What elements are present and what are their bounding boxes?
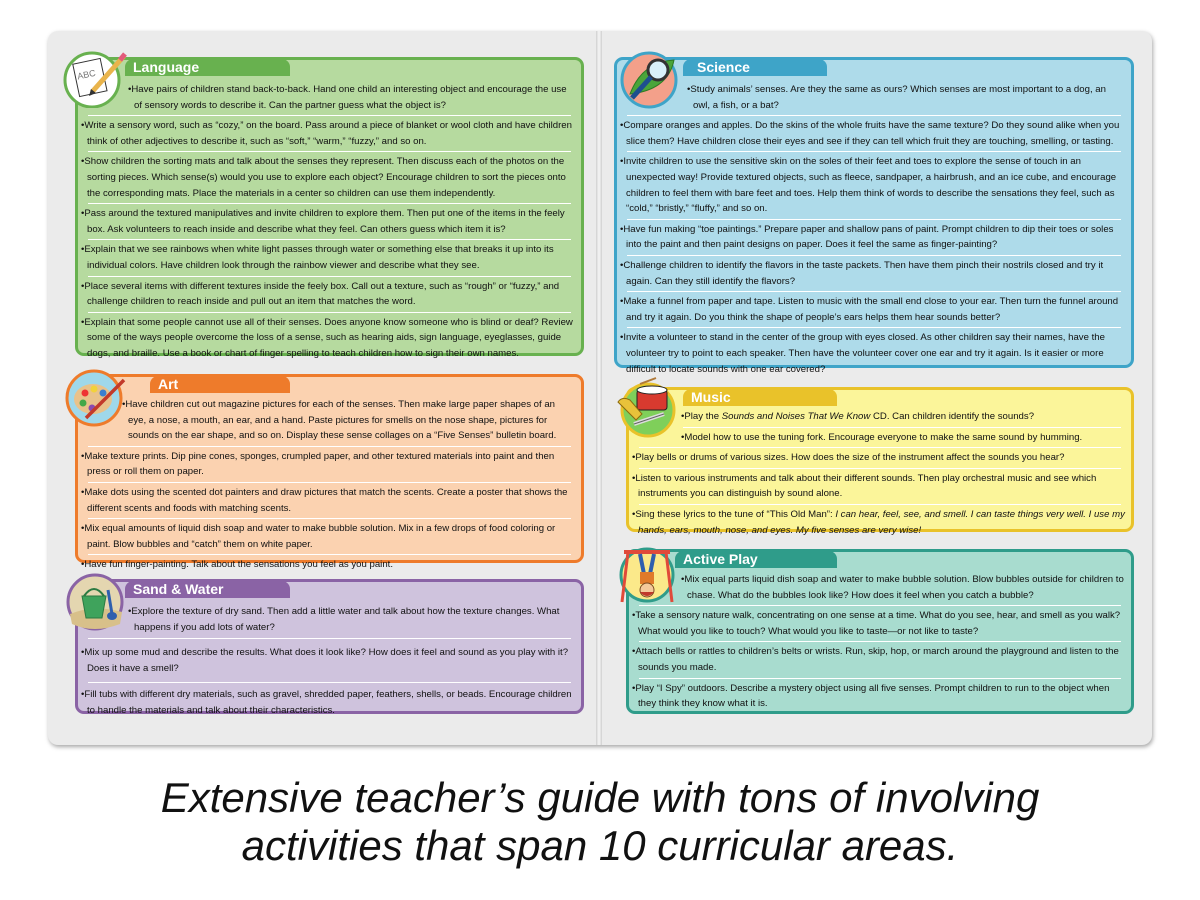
abc-paper-pencil-icon bbox=[62, 48, 132, 108]
active-play-list bbox=[629, 572, 1131, 712]
child-hanging-icon bbox=[614, 540, 682, 608]
language-item-6: • Place several items with different textures inside the feely box. Call out a texture, such as “rough” or “fuzzy,” and challenge children to reach inside and pull out an item that matches the word. bbox=[78, 279, 581, 310]
active-play-item-2: • Take a sensory nature walk, concentrating on one sense at a time. What do you see, hear, and smell as you walk? What would you like to touch? What would you like to taste—or not like to taste? bbox=[629, 608, 1131, 639]
caption-line-2: activities that span 10 curricular areas. bbox=[241, 822, 959, 869]
science-item-5: • Challenge children to identify the flavors in the taste packets. Then have them pinch their nostrils closed and try it again. Can they still identify the flavors? bbox=[617, 258, 1131, 289]
science-panel bbox=[614, 57, 1134, 375]
music-item-5-lyrics: I can hear, feel, see, and smell. I can taste things very well. I use my hands, ears, mouth, nose, and eyes. My five senses are very wise! bbox=[638, 508, 1125, 536]
music-item-1-post: CD. Can children identify the sounds? bbox=[870, 411, 1035, 422]
language-item-4: • Pass around the textured manipulatives and invite children to explore them. Then put one of the items in the feely box. Ask volunteers to reach inside and describe what they feel. Can others guess which item it is? bbox=[78, 206, 581, 237]
caption-line-1: Extensive teacher’s guide with tons of involving bbox=[160, 774, 1040, 821]
music-item-1-title: Sounds and Noises That We Know bbox=[721, 411, 871, 422]
sand-bucket-icon bbox=[64, 568, 130, 634]
art-item-1: • Have children cut out magazine pictures for each of the senses. Then make large paper shapes of an eye, a nose, a mouth, an ear, and a hand. Paste pictures for smells on the nose shape, pictures for sounds on the ear shape, and so on. Display these sense collages on a “Five Senses” bulletin board. bbox=[78, 397, 581, 444]
active-play-title: Active Play bbox=[675, 551, 837, 568]
sand-water-panel bbox=[75, 579, 584, 714]
music-item-3: • Play bells or drums of various sizes. How does the size of the instrument affect the sounds you hear? bbox=[629, 450, 1131, 466]
art-item-3: • Make dots using the scented dot painters and draw pictures that match the scents. Create a poster that shows the different scents and foods with matching scents. bbox=[78, 485, 581, 516]
music-item-5 bbox=[629, 507, 1131, 538]
sand-water-title: Sand & Water bbox=[125, 581, 290, 598]
book-spine bbox=[596, 31, 602, 745]
language-list bbox=[78, 82, 581, 362]
sand-water-item-3: • Fill tubs with different dry materials, such as gravel, shredded paper, feathers, shells, or beads. Encourage children to handle the materials and talk about their characteristics. bbox=[78, 687, 581, 718]
art-panel bbox=[75, 374, 584, 571]
science-item-3: • Invite children to use the sensitive skin on the soles of their feet and toes to explore the sense of touch in an unexpected way! Provide textured objects, such as fleece, sandpaper, a hairbrush, and an ice cube, and encourage children to feel them with bare feet and toes. Help them think of words to describe the sensations they feel, such as “cold,” “bristly,” “fluffy,” and so on. bbox=[617, 154, 1131, 216]
music-list bbox=[629, 409, 1131, 538]
sand-water-item-2: • Mix up some mud and describe the results. What does it look like? How does it feel and sound as you play with it? Does it have a smell? bbox=[78, 645, 581, 676]
music-item-2: • Model how to use the tuning fork. Encourage everyone to make the same sound by humming. bbox=[629, 430, 1131, 446]
music-item-1 bbox=[629, 409, 1131, 425]
art-item-5: • Have fun finger-painting. Talk about the sensations you feel as you paint. bbox=[78, 557, 581, 573]
language-item-7: • Explain that some people cannot use all of their senses. Does anyone know someone who is blind or deaf? Review some of the ways people overcome the loss of a sense, such as hearing aids, sign language, eyeglasses, guide dogs, and braille. Use a book or chart of finger spelling to teach children how to sign their own names. bbox=[78, 315, 581, 362]
science-item-7: • Invite a volunteer to stand in the center of the group with eyes closed. As other children say their names, have the volunteer try to point to each speaker. Then have the volunteer cover one ear and try it again. Is it easier or more difficult to locate sounds with one ear covered? bbox=[617, 330, 1131, 377]
language-title: Language bbox=[125, 59, 290, 76]
language-panel bbox=[75, 57, 584, 359]
music-panel bbox=[626, 387, 1134, 536]
language-item-1: • Have pairs of children stand back-to-back. Hand one child an interesting object and encourage the use of sensory words to describe it. Can the partner guess what the object is? bbox=[78, 82, 581, 113]
svg-text:ABC: ABC bbox=[76, 67, 97, 82]
language-item-2: • Write a sensory word, such as “cozy,” on the board. Pass around a piece of blanket or wool cloth and have children think of other adjectives to describe it, such as “soft,” “warm,” “fuzzy,” and so on. bbox=[78, 118, 581, 149]
music-item-5-pre: Sing these lyrics to the tune of “This Old Man”: bbox=[635, 508, 836, 520]
magnifying-glass-leaf-icon bbox=[616, 46, 686, 110]
art-item-4: • Mix equal amounts of liquid dish soap and water to make bubble solution. Mix in a few drops of food coloring or paint. Blow bubbles and “catch” them on white paper. bbox=[78, 521, 581, 552]
science-title: Science bbox=[683, 59, 827, 76]
music-item-1-pre: Play the bbox=[684, 411, 722, 422]
science-item-4: • Have fun making “toe paintings.” Prepare paper and shallow pans of paint. Prompt children to dip their toes or soles into the paint and then paint designs on paper. Does it feel the same as finger-painting? bbox=[617, 222, 1131, 253]
science-item-1: • Study animals’ senses. Are they the same as ours? Which senses are most important to a dog, an owl, a fish, or a bat? bbox=[617, 82, 1131, 113]
sand-water-list bbox=[78, 604, 581, 719]
art-item-2: • Make texture prints. Dip pine cones, sponges, crumpled paper, and other textured materials into paint and then press or roll them on paper. bbox=[78, 449, 581, 480]
paint-palette-icon bbox=[64, 366, 130, 428]
music-title: Music bbox=[683, 389, 837, 406]
science-item-2: • Compare oranges and apples. Do the skins of the whole fruits have the same texture? Do they sound alike when you slice them? Have children close their eyes and see if they can tell which fruit they are touching, smelling, or tasting. bbox=[617, 118, 1131, 149]
music-item-4: • Listen to various instruments and talk about their different sounds. Then play orchestral music and see which instruments you can distinguish by sound alone. bbox=[629, 471, 1131, 502]
science-item-6: • Make a funnel from paper and tape. Listen to music with the small end close to your ear. Then turn the funnel around and try it again. Do you think the shape of people’s ears helps them hear sounds better? bbox=[617, 294, 1131, 325]
science-list bbox=[617, 82, 1131, 377]
language-item-3: • Show children the sorting mats and talk about the senses they represent. Then discuss each of the photos on the sorting pieces. Which sense(s) would you use to explore each object? Encourage children to sort the pieces onto the corresponding mats. Place the materials in a center so children can use them independently. bbox=[78, 154, 581, 201]
art-title: Art bbox=[150, 376, 290, 393]
active-play-item-3: • Attach bells or rattles to children’s belts or wrists. Run, skip, hop, or march around the playground and listen to the sounds you made. bbox=[629, 644, 1131, 675]
active-play-item-4: • Play “I Spy” outdoors. Describe a mystery object using all five senses. Prompt children to run to the object when they think they know what it is. bbox=[629, 681, 1131, 712]
active-play-item-1: • Mix equal parts liquid dish soap and water to make bubble solution. Blow bubbles outside for children to chase. What do the bubbles look like? How does it feel when you catch a bubble? bbox=[629, 572, 1131, 603]
drum-horn-icon bbox=[612, 374, 682, 438]
language-item-5: • Explain that we see rainbows when white light passes through water or something else that breaks it up into its individual colors. Have children look through the rainbow viewer and describe what they see. bbox=[78, 242, 581, 273]
sand-water-item-1: • Explore the texture of dry sand. Then add a little water and talk about how the texture changes. What happens if you add lots of water? bbox=[78, 604, 581, 635]
active-play-panel bbox=[626, 549, 1134, 714]
art-list bbox=[78, 397, 581, 573]
